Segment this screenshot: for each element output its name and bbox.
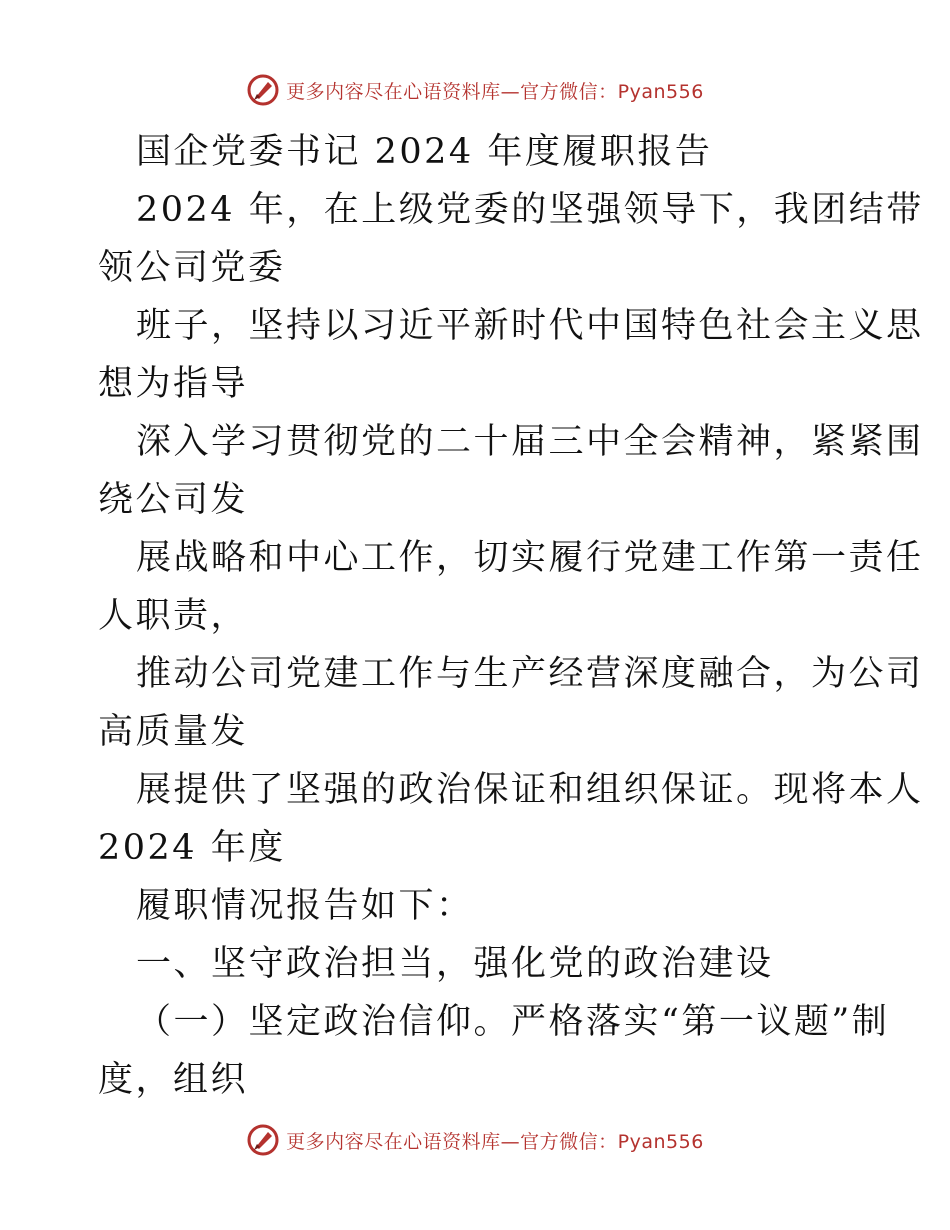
text-line: 领公司党委 [98,248,286,288]
text-line: 班子，坚持以习近平新时代中国特色社会主义思 [136,306,924,346]
watermark-text: 更多内容尽在心语资料库—官方微信：Pyan556 [286,80,704,103]
text-line: 2024 年度 [98,828,286,868]
text-line: 展战略和中心工作，切实履行党建工作第一责任 [136,538,924,578]
text-line: 想为指导 [98,364,249,404]
text-line: 履职情况报告如下： [136,886,474,926]
text-line: 深入学习贯彻党的二十届三中全会精神，紧紧围 [136,422,924,462]
text-line: 度，组织 [98,1060,249,1100]
pen-nib-circle-icon [246,1123,280,1157]
watermark-banner-top [0,70,950,110]
document-body [98,123,924,1109]
watermark-banner-bottom [0,1120,950,1160]
text-line: 一、坚守政治担当，强化党的政治建设 [136,944,774,984]
document-title: 国企党委书记 2024 年度履职报告 [136,132,713,172]
text-line: 高质量发 [98,712,249,752]
text-line: 展提供了坚强的政治保证和组织保证。现将本人 [136,770,924,810]
watermark-text: 更多内容尽在心语资料库—官方微信：Pyan556 [286,1130,704,1153]
text-line: 绕公司发 [98,480,249,520]
pen-nib-circle-icon [246,73,280,107]
text-line: 人职责， [98,596,249,636]
text-line: （一）坚定政治信仰。严格落实“第一议题”制 [136,1002,890,1042]
text-line: 推动公司党建工作与生产经营深度融合，为公司 [136,654,924,694]
text-line: 2024 年，在上级党委的坚强领导下，我团结带 [136,190,924,230]
